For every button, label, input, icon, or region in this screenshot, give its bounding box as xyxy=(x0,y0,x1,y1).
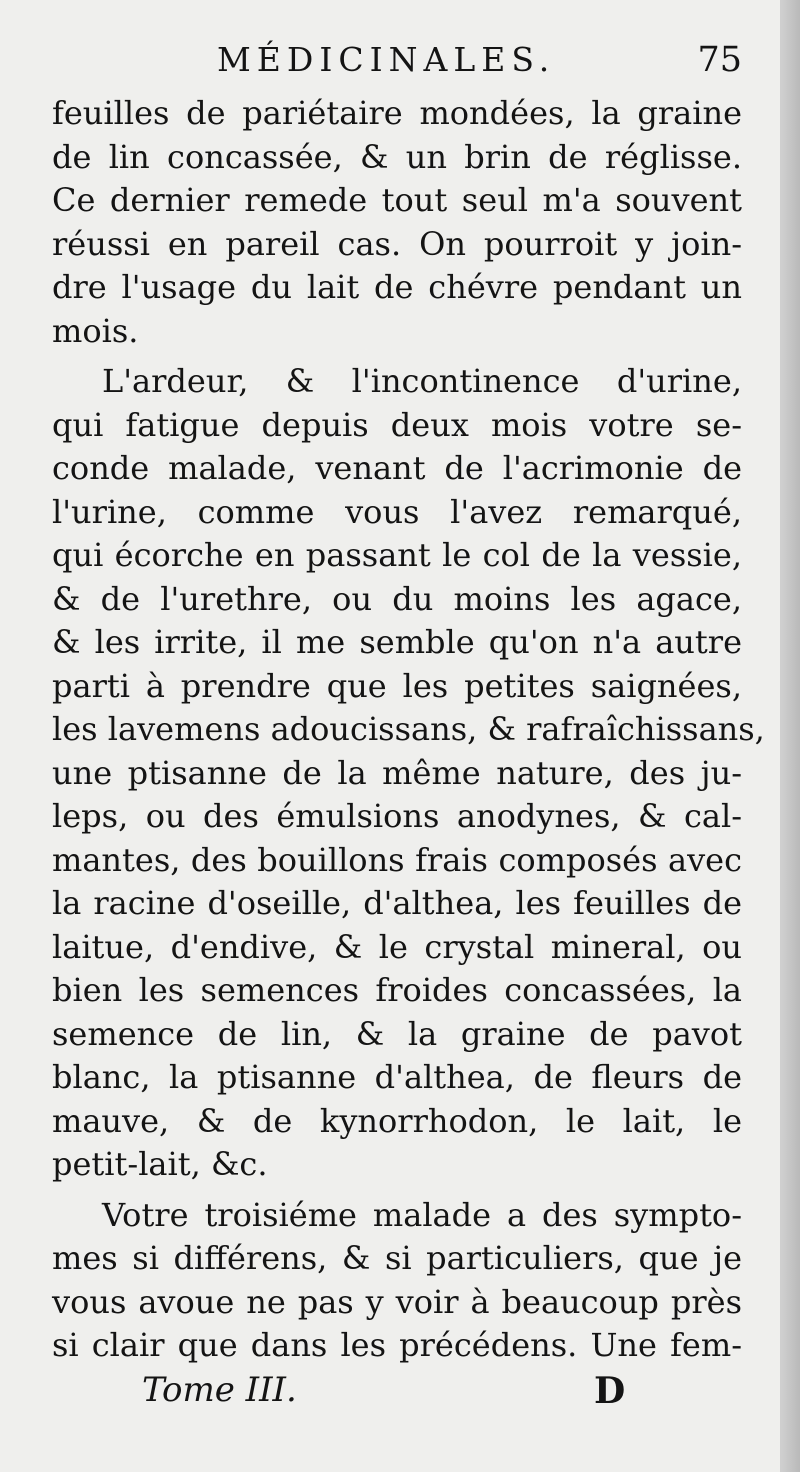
text-line: une ptisanne de la même nature, des ju- xyxy=(52,753,742,792)
paragraph-1 xyxy=(52,92,742,353)
text-line: qui écorche en passant le col de la vessie, xyxy=(52,536,742,574)
text-line: & les irrite, il me semble qu'on n'a autre xyxy=(52,623,742,661)
text-line: bien les semences froides concassées, la xyxy=(52,971,742,1009)
text-line: conde malade, venant de l'acrimonie de xyxy=(52,449,742,487)
running-head: MÉDICINALES. xyxy=(217,40,556,79)
text-line: blanc, la ptisanne d'althea, de fleurs de xyxy=(52,1058,742,1096)
text-line: mantes, des bouillons frais composés avec xyxy=(52,840,742,879)
text-line: semence de lin, & la graine de pavot xyxy=(52,1014,742,1053)
body-text xyxy=(52,92,765,1368)
text-line: dre l'usage du lait de chévre pendant un xyxy=(52,268,742,306)
text-line: & de l'urethre, ou du moins les agace, xyxy=(52,579,742,618)
text-line: mois. xyxy=(52,311,139,350)
text-line: mauve, & de kynorrhodon, le lait, le xyxy=(52,1101,742,1140)
text-line: Ce dernier remede tout seul m'a souvent xyxy=(52,181,742,219)
signature-mark: D xyxy=(594,1370,626,1412)
text-line: leps, ou des émulsions anodynes, & cal- xyxy=(52,797,742,835)
text-line: l'urine, comme vous l'avez remarqué, xyxy=(52,492,742,531)
text-line: vous avoue ne pas y voir à beaucoup près xyxy=(52,1282,742,1321)
text-line: laitue, d'endive, & le crystal mineral, ou xyxy=(52,927,742,966)
page-edge xyxy=(782,0,800,1472)
text-line: qui fatigue depuis deux mois votre se- xyxy=(52,405,742,444)
text-line: petit-lait, &c. xyxy=(52,1145,268,1183)
text-line: de lin concassée, & un brin de réglisse. xyxy=(52,137,742,176)
paragraph-2 xyxy=(52,360,765,1187)
paragraph-3 xyxy=(52,1194,742,1368)
text-line: les lavemens adoucissans, & rafraîchissans, xyxy=(52,710,765,748)
text-line: la racine d'oseille, d'althea, les feuilles de xyxy=(52,884,742,922)
text-line: Votre troisiéme malade a des sympto- xyxy=(102,1195,742,1234)
text-line: feuilles de pariétaire mondées, la graine xyxy=(52,94,742,132)
text-line: parti à prendre que les petites saignées, xyxy=(52,666,742,705)
page-number: 75 xyxy=(697,40,742,80)
text-line: réussi en pareil cas. On pourroit y join- xyxy=(52,224,742,263)
page-footer xyxy=(0,1370,782,1420)
text-line: mes si différens, & si particuliers, que je xyxy=(52,1239,742,1277)
text-line: si clair que dans les précédens. Une fem- xyxy=(52,1326,742,1364)
page-header xyxy=(52,40,742,92)
text-line: L'ardeur, & l'incontinence d'urine, xyxy=(102,362,742,400)
volume-label: Tome III. xyxy=(142,1370,297,1410)
